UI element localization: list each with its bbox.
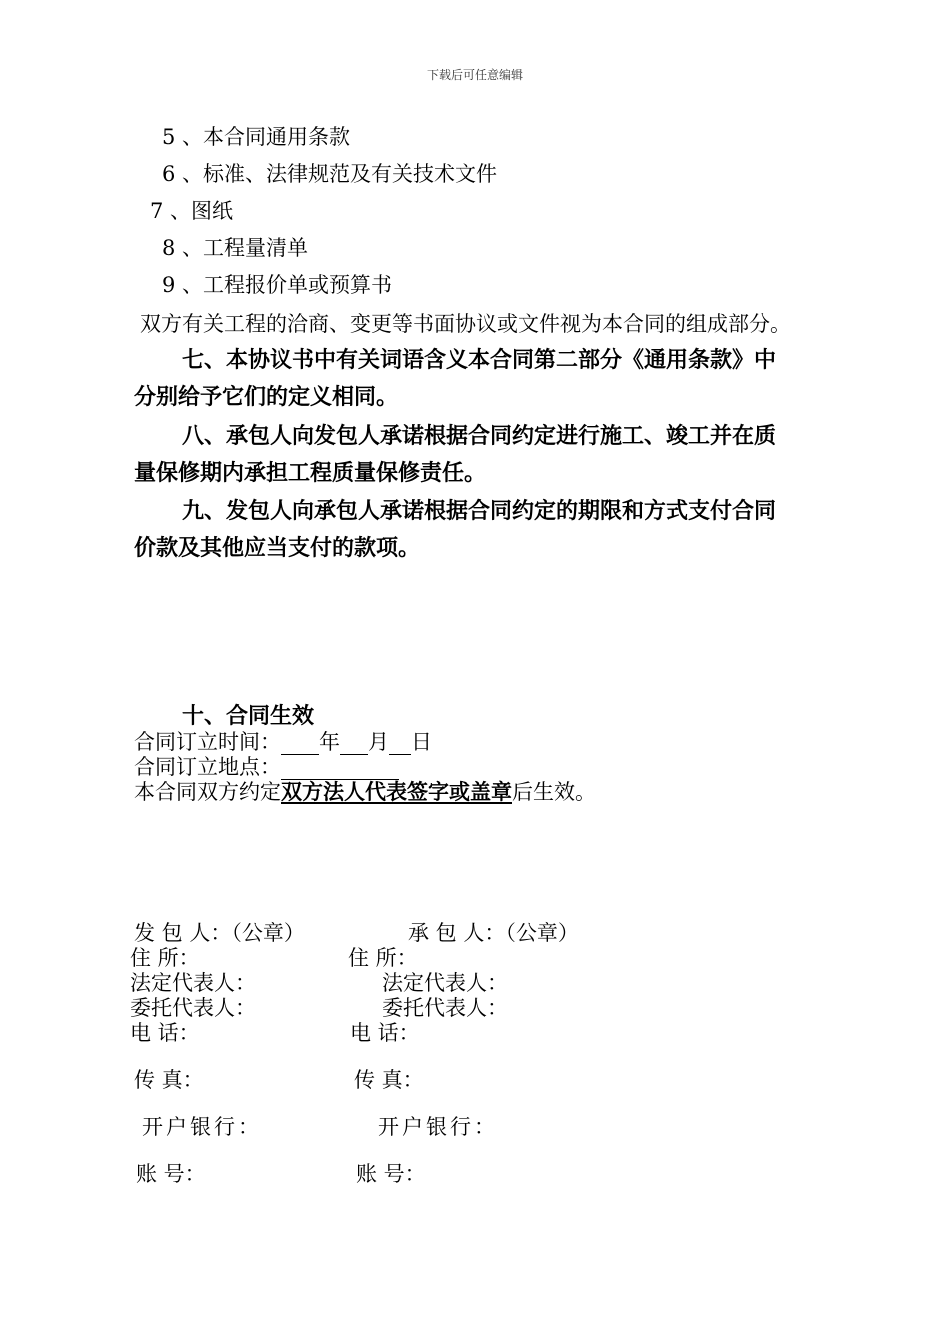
contract-place-line <box>134 754 399 780</box>
clause-10-title: 十、合同生效 <box>182 704 315 729</box>
contract-place-label: 合同订立地点： <box>134 755 281 779</box>
contract-date-line <box>134 729 432 755</box>
contract-date-label: 合同订立时间： <box>134 730 281 754</box>
employer-phone-label: 电 话： <box>130 1021 200 1045</box>
employer-account-label: 账 号： <box>136 1162 206 1186</box>
clause-7-line-1: 七、本协议书中有关词语含义本合同第二部分《通用条款》中 <box>182 348 777 373</box>
clause-8-line-2: 量保修期内承担工程质量保修责任。 <box>134 461 487 486</box>
contractor-account-label: 账 号： <box>356 1162 426 1186</box>
day-label: 日 <box>411 730 432 754</box>
page-header-note: 下载后可任意编辑 <box>426 68 523 82</box>
effect-prefix: 本合同双方约定 <box>134 780 281 804</box>
effect-suffix: 后生效。 <box>512 780 596 804</box>
list-item: 7 、图纸 <box>150 199 234 223</box>
employer-agent-label: 委托代表人： <box>130 996 256 1020</box>
day-blank[interactable] <box>389 734 411 755</box>
contractor-bank-label: 开户银行： <box>378 1115 498 1139</box>
month-label: 月 <box>368 730 389 754</box>
list-item: 8 、工程量清单 <box>162 236 309 260</box>
list-item: 5 、本合同通用条款 <box>162 125 351 149</box>
month-blank[interactable] <box>340 734 368 755</box>
list-item: 9 、工程报价单或预算书 <box>162 273 393 297</box>
clause-9-line-2: 价款及其他应当支付的款项。 <box>134 536 421 561</box>
clause-8-line-1: 八、承包人向发包人承诺根据合同约定进行施工、竣工并在质 <box>182 424 777 449</box>
year-blank[interactable] <box>281 734 319 755</box>
contractor-phone-label: 电 话： <box>350 1021 420 1045</box>
clause-7-line-2: 分别给予它们的定义相同。 <box>134 385 399 410</box>
employer-bank-label: 开户银行： <box>142 1115 262 1139</box>
employer-fax-label: 传 真： <box>134 1068 204 1092</box>
contractor-fax-label: 传 真： <box>354 1068 424 1092</box>
employer-seal-label: 发 包 人：（公章） <box>134 921 305 945</box>
list-item: 6 、标准、法律规范及有关技术文件 <box>162 162 498 186</box>
contractor-seal-label: 承 包 人：（公章） <box>408 921 579 945</box>
contractor-address-label: 住 所： <box>348 946 418 970</box>
clause-9-line-1: 九、发包人向承包人承诺根据合同约定的期限和方式支付合同 <box>182 499 777 524</box>
employer-legal-rep-label: 法定代表人： <box>130 971 256 995</box>
contract-effect-line <box>134 779 596 805</box>
employer-address-label: 住 所： <box>130 946 200 970</box>
contractor-legal-rep-label: 法定代表人： <box>382 971 508 995</box>
effect-condition: 双方法人代表签字或盖章 <box>281 780 512 804</box>
contractor-agent-label: 委托代表人： <box>382 996 508 1020</box>
year-label: 年 <box>319 730 340 754</box>
place-blank[interactable] <box>281 759 399 780</box>
composition-note: 双方有关工程的洽商、变更等书面协议或文件视为本合同的组成部分。 <box>140 312 791 336</box>
